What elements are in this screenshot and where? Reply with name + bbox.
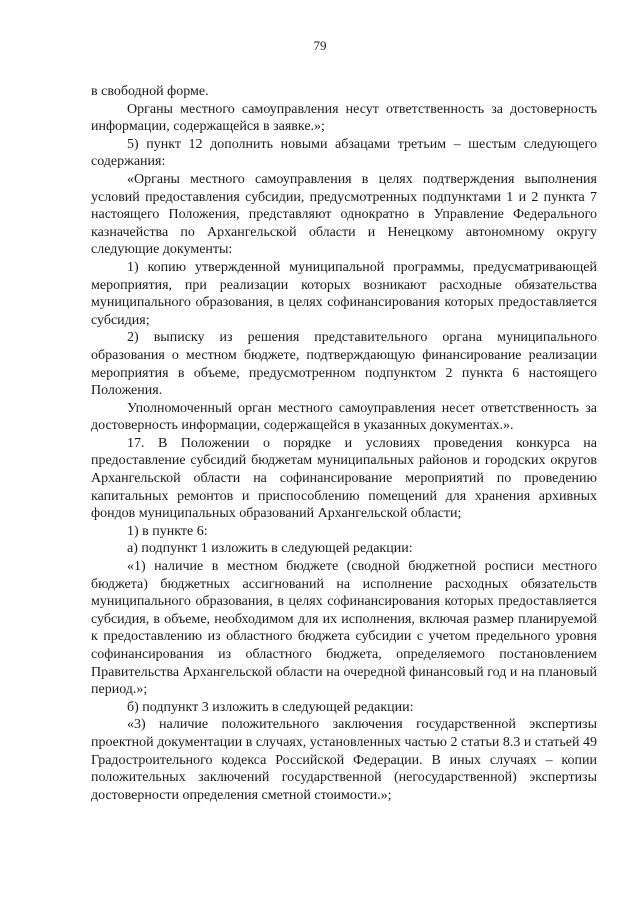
page-number: 79	[313, 38, 327, 53]
paragraph: 17. В Положении о порядке и условиях проведения конкурса на предоставление субсидий бюджетам муниципальных районов и городских округов Архангельской области на софинансирование мероприятий по проведению капитальных ремонтов и приспособлению помещений для хранения архивных фондов муниципальных образований Архангельской области;	[91, 435, 597, 522]
paragraph: «3) наличие положительного заключения государственной экспертизы проектной документации в случаях, установленных частью 2 статьи 8.3 и статьей 49 Градостроительного кодекса Российской Федерации. В иных случаях – копии положительных заключений государственной (негосударственной) экспертизы достоверности определения сметной стоимости.»;	[91, 717, 597, 803]
paragraph: 2) выписку из решения представительного органа муниципального образования о местном бюджете, подтверждающую финансирование реализации мероприятия в объеме, предусмотренном подпунктом 2 пункта 6 настоящего Положения.	[91, 330, 597, 399]
paragraph: 5) пункт 12 дополнить новыми абзацами третьим – шестым следующего содержания:	[91, 136, 597, 170]
paragraph: «1) наличие в местном бюджете (сводной бюджетной росписи местного бюджета) бюджетных ассигнований на исполнение расходных обязательств муниципального образования, в целях софинансирования которых предоставляется субсидия, в объеме, необходимом для их исполнения, включая размер планируемой к предоставлению из областного бюджета субсидии с учетом предельного уровня софинансирования из областного бюджета, определяемого постановлением Правительства Архангельской области на очередной финансовый год и на плановый период.»;	[91, 559, 597, 698]
paragraph: «Органы местного самоуправления в целях подтверждения выполнения условий предоставления субсидии, предусмотренных подпунктами 1 и 2 пункта 7 настоящего Положения, представляют однократно в Управление Федерального казначейства по Архангельской области и Ненецкому автономному округу следующие документы:	[91, 171, 597, 258]
paragraph: б) подпункт 3 изложить в следующей редакции:	[127, 699, 414, 715]
paragraph: Уполномоченный орган местного самоуправления несет ответственность за достоверность информации, содержащейся в указанных документах.».	[91, 400, 597, 434]
paragraph: Органы местного самоуправления несут ответственность за достоверность информации, содержащейся в заявке.»;	[91, 101, 597, 135]
document-body	[91, 83, 597, 804]
paragraph: в свободной форме.	[91, 84, 209, 99]
paragraph: 1) копию утвержденной муниципальной программы, предусматривающей мероприятия, при реализации которых возникают расходные обязательства муниципального образования, в целях софинансирования которых предоставляется субсидия;	[91, 259, 597, 328]
paragraph: 1) в пункте 6:	[127, 523, 208, 539]
paragraph: а) подпункт 1 изложить в следующей редакции:	[127, 541, 413, 557]
